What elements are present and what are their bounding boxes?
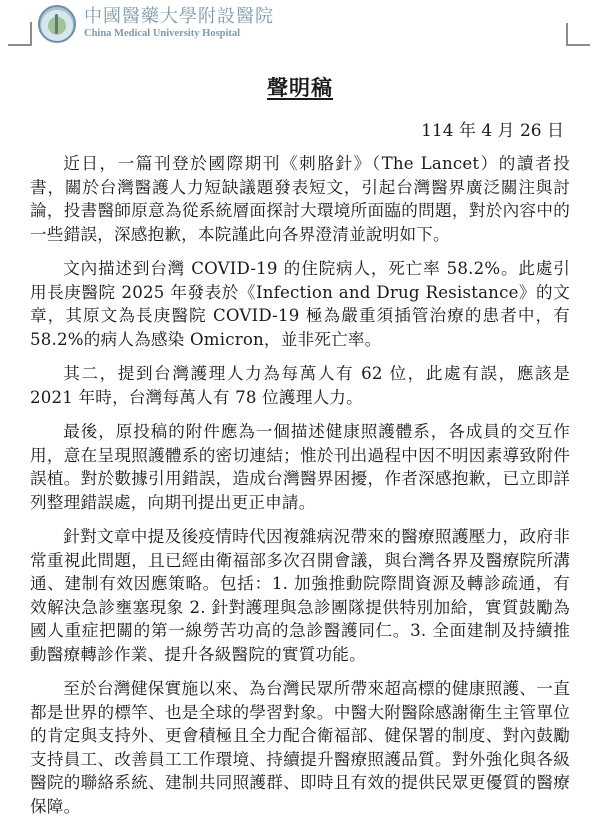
hospital-logo-icon [38, 5, 76, 43]
paragraph-government-measures: 針對文章中提及後疫情時代因複雜病況帶來的醫療照護壓力，政府非常重視此問題，且已經由衛福部多次召開會議，與台灣各界及醫療院所溝通、建制有效因應策略。包括：1. 加強推動院際間資源及轉診疏通，有效解決急診壅塞現象 2. 針對護理與急診團隊提供特別加給，實質鼓勵為國人重症把關的第一線勞苦功高的急診醫護同仁。3. 全面建制及持續推動醫療轉診作業、提升各級醫院的實質功能。 [30, 527, 570, 664]
org-name-english: China Medical University Hospital [84, 28, 241, 40]
document-body [30, 152, 570, 829]
document-title: 聲明稿 [267, 76, 333, 100]
paragraph-health-insurance: 至於台灣健保實施以來、為台灣民眾所帶來超高標的健康照護、一直都是世界的標竿、也是全球的學習對象。中醫大附醫除感謝衛生主管單位的肯定與支持外、更會積極且全力配合衛福部、健保署的制度、對內鼓勵支持員工、改善員工工作環境、持續提升醫療照護品質。對外強化與各級醫院的聯絡系統、建制共同照護群、即時且有效的提供民眾更優質的醫療保障。 [30, 679, 570, 816]
paragraph-mortality-correction: 文內描述到台灣 COVID-19 的住院病人，死亡率 58.2%。此處引用長庚醫院 2025 年發表於《Infection and Drug Resistance》的文章，其原文為長庚醫院 COVID-19 極為嚴重須插管治療的患者中，有 58.2%的病人為感染 Omicron，並非死亡率。 [30, 259, 570, 349]
brand-block [84, 8, 274, 40]
paragraph-attachment-error: 最後，原投稿的附件應為一個描述健康照護體系，各成員的交互作用，意在呈現照護體系的密切連結；惟於刊出過程中因不明因素導致附件誤植。對於數據引用錯誤，造成台灣醫界困擾，作者深感抱歉，已立即詳列整理錯誤處，向期刊提出更正申請。 [30, 422, 570, 512]
crop-mark-left [8, 22, 32, 46]
letterhead [38, 5, 274, 43]
crop-mark-right [566, 23, 590, 46]
paragraph-intro: 近日，一篇刊登於國際期刊《刺胳針》（The Lancet）的讀者投書，關於台灣醫護人力短缺議題發表短文，引起台灣醫界廣泛關注與討論，投書醫師原意為從系統層面探討大環境所面臨的問題，對於內容中的一些錯誤，深感抱歉，本院謹此向各界澄清並說明如下。 [30, 154, 570, 244]
paragraph-nursing-ratio-correction: 其二，提到台灣護理人力為每萬人有 62 位，此處有誤，應該是 2021 年時，台灣每萬人有 78 位護理人力。 [30, 364, 570, 407]
document-date: 114 年 4 月 26 日 [421, 121, 564, 141]
org-name-chinese: 中國醫藥大學附設醫院 [84, 6, 274, 28]
